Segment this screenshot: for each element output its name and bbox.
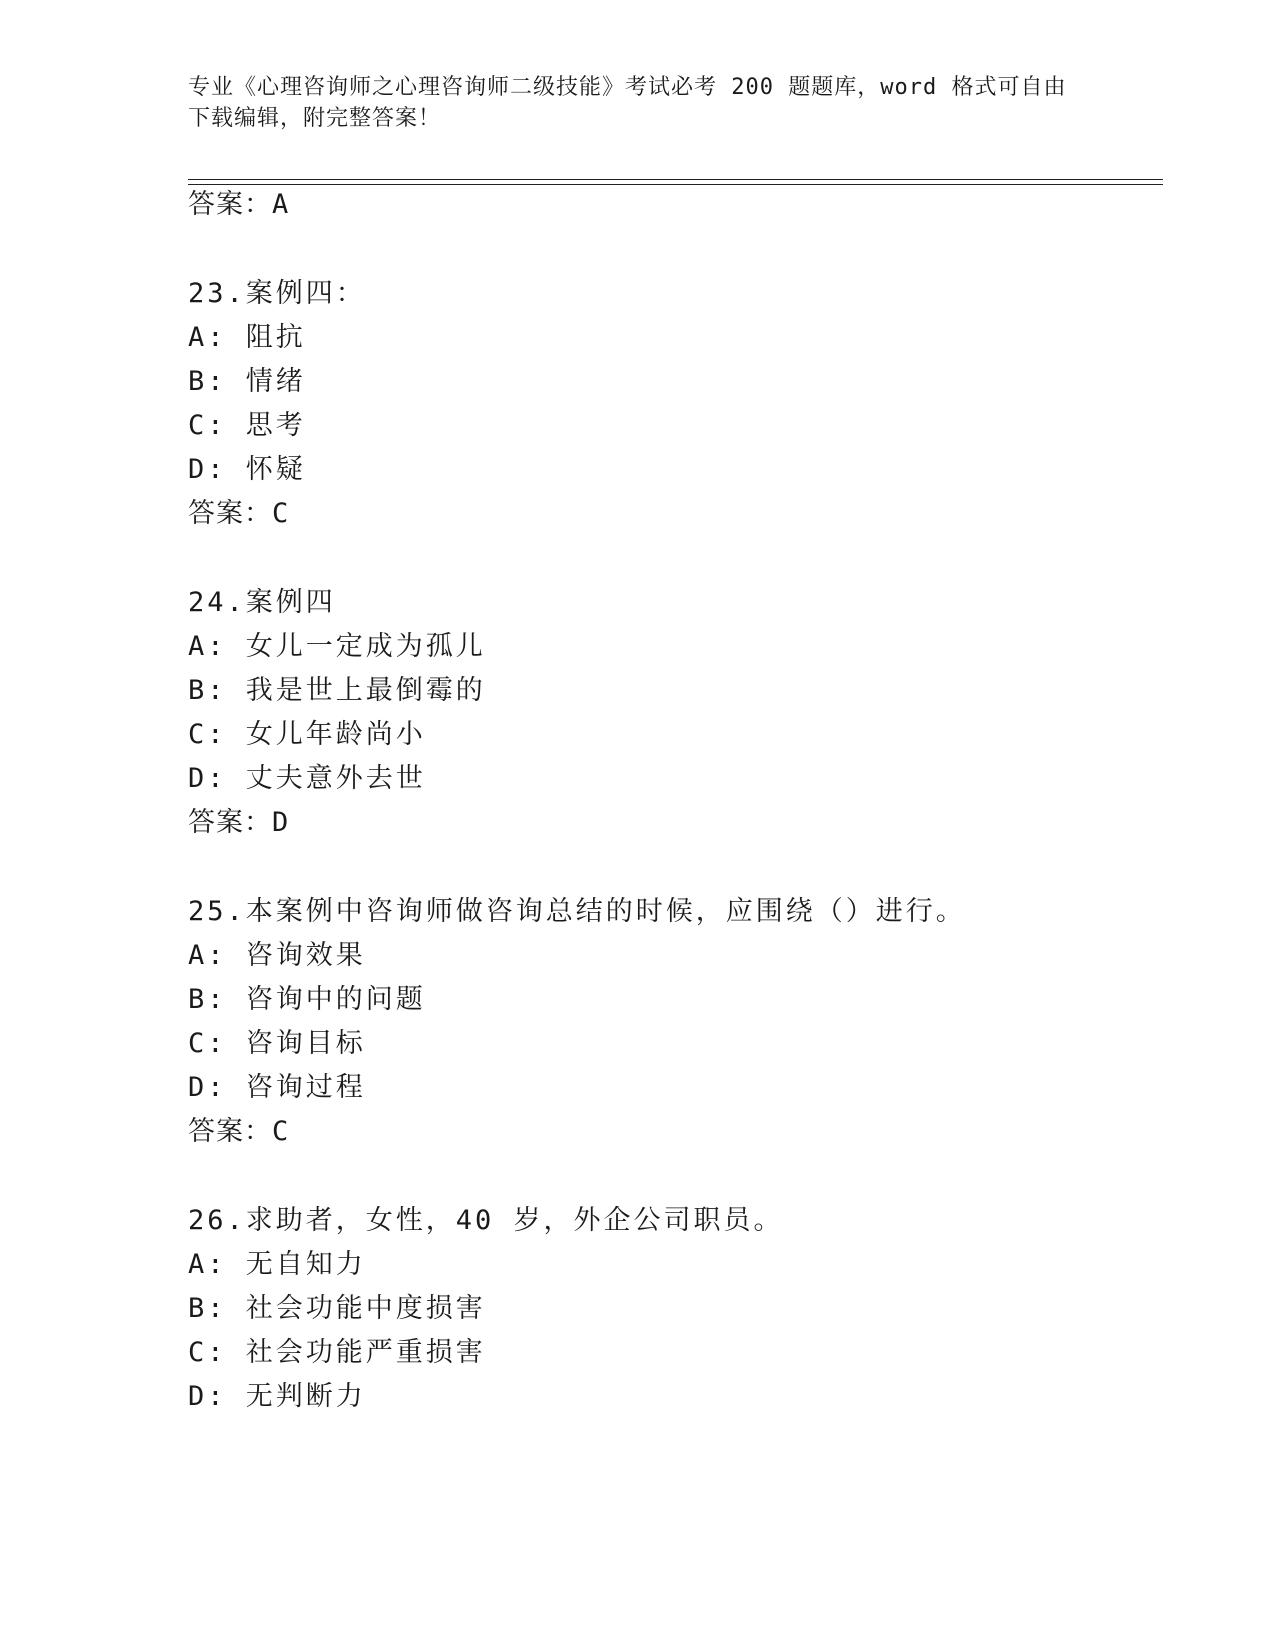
option-a: A: 无自知力 — [188, 1249, 366, 1280]
answer-value: D — [272, 807, 290, 838]
option-d: D: 怀疑 — [188, 454, 306, 485]
answer-label: 答案： — [188, 807, 272, 838]
answer-line — [188, 497, 289, 531]
option-b: B: 我是世上最倒霉的 — [188, 675, 486, 706]
header-rule-bottom — [188, 184, 1163, 185]
option-c: C: 女儿年龄尚小 — [188, 719, 426, 750]
option-a: A: 阻抗 — [188, 322, 306, 353]
question-stem: 25.本案例中咨询师做咨询总结的时候，应围绕（）进行。 — [188, 896, 966, 927]
answer-label: 答案： — [188, 1116, 272, 1147]
option-a: A: 咨询效果 — [188, 940, 366, 971]
answer-value: C — [272, 498, 290, 529]
option-d: D: 丈夫意外去世 — [188, 763, 426, 794]
option-d: D: 咨询过程 — [188, 1072, 366, 1103]
option-c: C: 社会功能严重损害 — [188, 1337, 486, 1368]
option-c: C: 咨询目标 — [188, 1028, 366, 1059]
option-b: B: 情绪 — [188, 366, 306, 397]
option-b: B: 咨询中的问题 — [188, 984, 426, 1015]
header-rule-top — [188, 179, 1163, 180]
option-a: A: 女儿一定成为孤儿 — [188, 631, 486, 662]
answer-line — [188, 188, 289, 222]
answer-value: A — [272, 189, 290, 220]
question-stem: 24.案例四 — [188, 587, 336, 618]
answer-line — [188, 1115, 289, 1149]
answer-value: C — [272, 1116, 290, 1147]
option-d: D: 无判断力 — [188, 1381, 366, 1412]
answer-label: 答案： — [188, 189, 272, 220]
question-stem: 23.案例四： — [188, 278, 366, 309]
answer-label: 答案： — [188, 498, 272, 529]
option-b: B: 社会功能中度损害 — [188, 1293, 486, 1324]
answer-line — [188, 806, 289, 840]
option-c: C: 思考 — [188, 410, 306, 441]
question-stem: 26.求助者，女性，40 岁，外企公司职员。 — [188, 1205, 784, 1236]
document-header: 专业《心理咨询师之心理咨询师二级技能》考试必考 200 题题库，word 格式可自由下载编辑，附完整答案！ — [188, 75, 1067, 131]
